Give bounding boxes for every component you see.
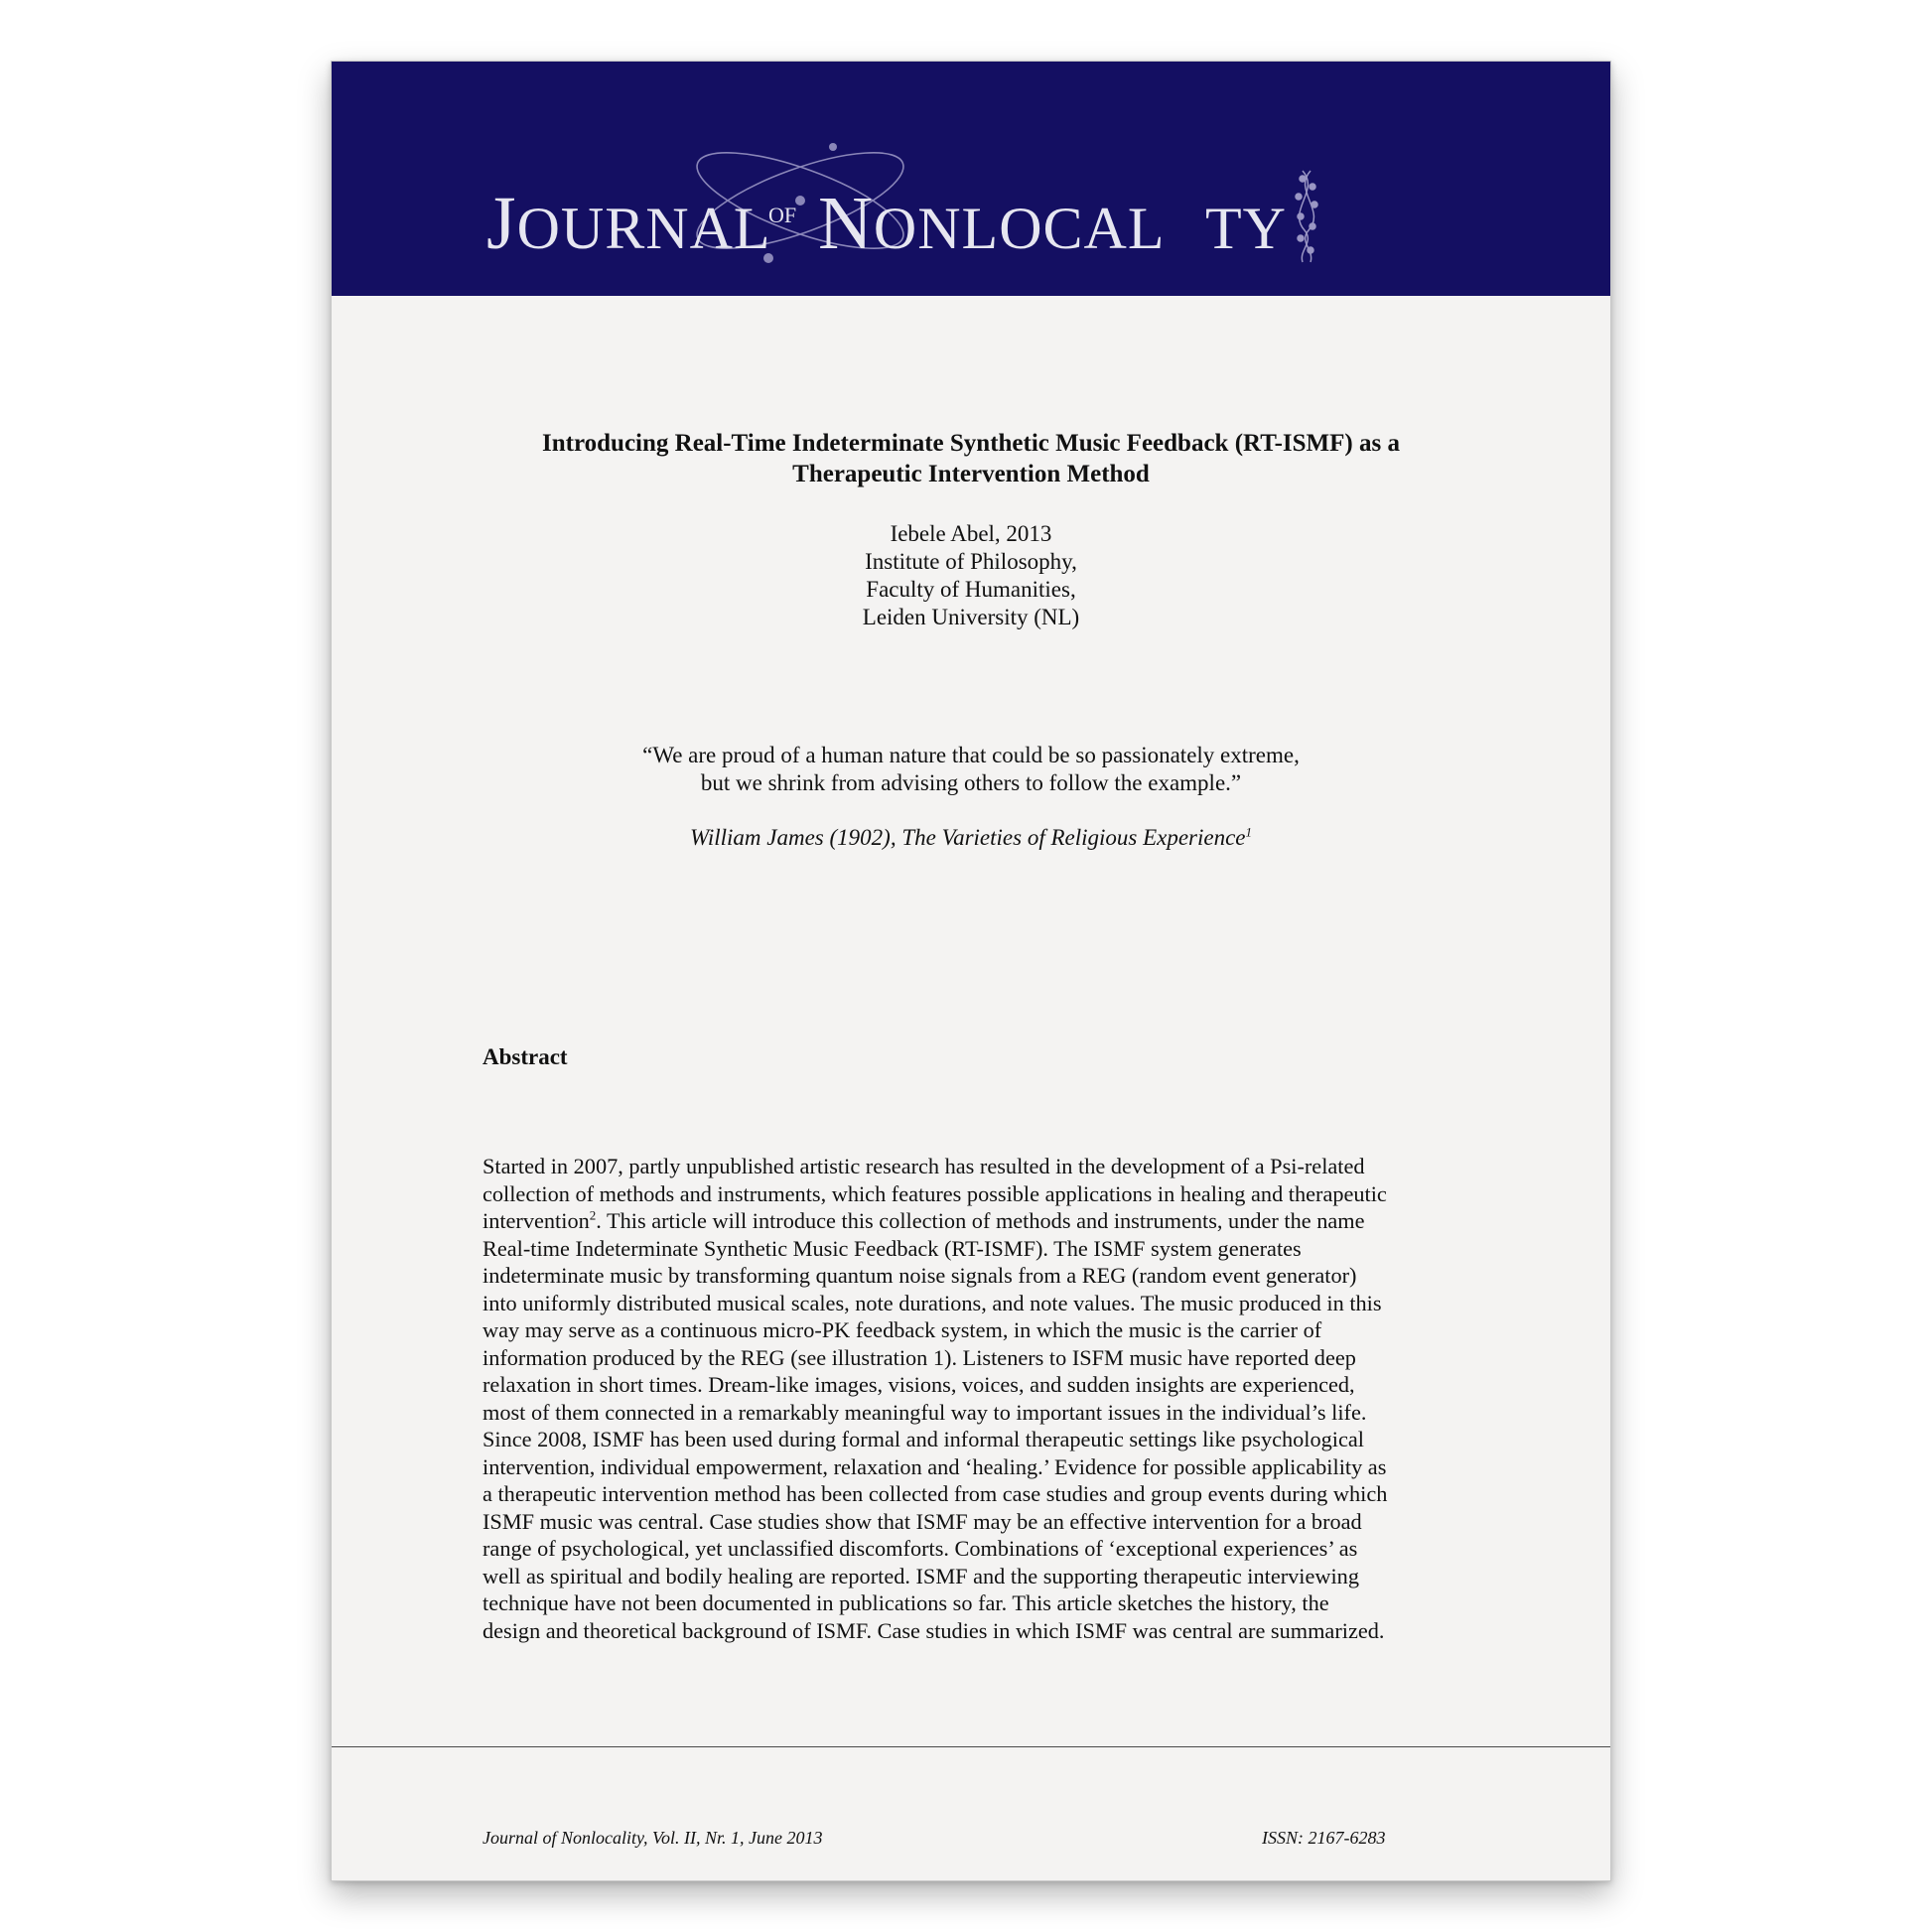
journal-page [331,61,1611,1881]
affiliation-line: Institute of Philosophy, [865,549,1077,574]
abstract-line: Real-time Indeterminate Synthetic Music Feedback (RT-ISMF). The ISMF system generates [483,1235,1302,1261]
logo-journal-word: JOURNAL [486,182,771,265]
logo-nonlocality-word: NONLOCAL TY [818,182,1288,265]
abstract-line: relaxation in short times. Dream-like images, visions, voices, and sudden insights are experienced, [483,1372,1355,1397]
abstract-line: way may serve as a continuous micro-PK feedback system, in which the music is the carrier of [483,1317,1322,1342]
footnote-marker[interactable]: 2 [589,1207,597,1223]
abstract-line: a therapeutic intervention method has been collected from case studies and group events during which [483,1481,1388,1506]
abstract-line: intervention, individual empowerment, relaxation and ‘healing.’ Evidence for possible applicability as [483,1453,1387,1479]
dna-helix-icon [1296,171,1317,262]
abstract-line: well as spiritual and bodily healing are reported. ISMF and the supporting therapeutic interviewing [483,1563,1359,1588]
article-title-line: Therapeutic Intervention Method [792,461,1150,487]
footer-divider [332,1746,1610,1747]
abstract-text: . This article will introduce this collection of methods and instruments, under the name [596,1208,1365,1233]
epigraph-line: but we shrink from advising others to follow the example.” [700,770,1242,795]
article-title-line: Introducing Real-Time Indeterminate Synthetic Music Feedback (RT-ISMF) as a [542,430,1400,457]
footnote-marker[interactable]: 1 [1245,824,1253,840]
abstract-line: into uniformly distributed musical scales, note durations, and note values. The music produced in this [483,1290,1382,1315]
affiliation-line: Faculty of Humanities, [866,577,1076,602]
abstract-line: information produced by the REG (see illustration 1). Listeners to ISFM music have reported deep [483,1344,1356,1370]
abstract-line: collection of methods and instruments, which features possible applications in healing and therapeutic [483,1180,1387,1206]
abstract-line: range of psychological, yet unclassified discomforts. Combinations of ‘exceptional experiences’ as [483,1536,1358,1561]
abstract-heading: Abstract [483,1044,568,1069]
journal-masthead [332,62,1610,296]
author-name: Iebele Abel, 2013 [890,521,1052,546]
abstract-line: ISMF music was central. Case studies show that ISMF may be an effective intervention for a broad [483,1508,1362,1534]
logo-of-word: OF [768,203,797,227]
abstract-text: intervention [483,1208,590,1233]
author-block [431,520,1511,631]
affiliation-line: Leiden University (NL) [862,605,1080,629]
article-title [431,428,1511,489]
abstract-line [483,1207,1465,1235]
footer-issn: ISSN: 2167-6283 [1262,1828,1386,1848]
journal-logo [481,139,1453,268]
epigraph-quote [431,742,1511,797]
epigraph-citation-text: William James (1902), The Varieties of Religious Experience [689,825,1246,850]
epigraph-citation [431,824,1511,852]
abstract-line: indeterminate music by transforming quantum noise signals from a REG (random event generator) [483,1263,1357,1288]
abstract-line: design and theoretical background of ISMF. Case studies in which ISMF was central are summarized. [483,1617,1385,1643]
epigraph-line: “We are proud of a human nature that could be so passionately extreme, [642,743,1300,767]
abstract-line: Started in 2007, partly unpublished artistic research has resulted in the development of a Psi-related [483,1154,1365,1178]
abstract-line: Since 2008, ISMF has been used during formal and informal therapeutic settings like psychological [483,1427,1364,1451]
abstract-line: technique have not been documented in publications so far. This article sketches the history, the [483,1590,1329,1615]
abstract-body [483,1153,1465,1644]
footer-citation: Journal of Nonlocality, Vol. II, Nr. 1, June 2013 [483,1828,823,1848]
abstract-line: most of them connected in a remarkably meaningful way to important issues in the individual’s life. [483,1399,1367,1425]
